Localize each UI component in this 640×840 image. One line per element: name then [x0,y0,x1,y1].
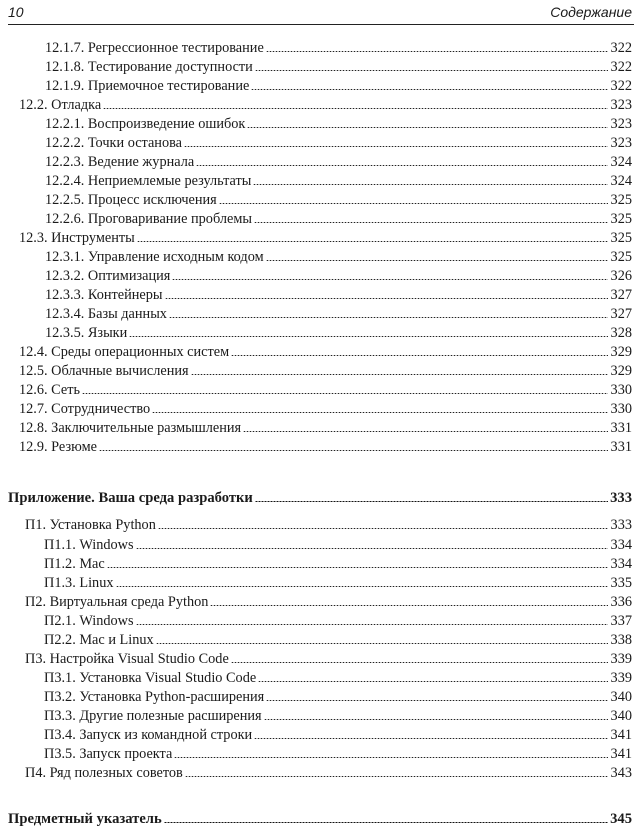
toc-entry[interactable]: 12.3.2. Оптимизация 326 [45,268,632,284]
toc-entry[interactable]: П2.2. Mac и Linux 338 [44,632,632,648]
toc-index-title[interactable]: Предметный указатель 345 [8,811,632,827]
toc-entry[interactable]: 12.4. Среды операционных систем 329 [19,344,632,360]
toc-entry[interactable]: П4. Ряд полезных советов 343 [25,765,632,781]
toc-entry[interactable]: П1.3. Linux 335 [44,575,632,591]
toc-entry[interactable]: П3.2. Установка Python-расширения 340 [44,689,632,705]
toc-entry[interactable]: П3. Настройка Visual Studio Code 339 [25,651,632,667]
toc-entry[interactable]: П3.4. Запуск из командной строки 341 [44,727,632,743]
toc-entry[interactable]: 12.1.8. Тестирование доступности 322 [45,59,632,75]
page-number: 10 [8,4,24,20]
toc-entry[interactable]: 12.1.7. Регрессионное тестирование 322 [45,40,632,56]
toc-entry[interactable]: П1.1. Windows 334 [44,537,632,553]
toc-entry[interactable]: П1.2. Mac 334 [44,556,632,572]
toc-entry[interactable]: П2.1. Windows 337 [44,613,632,629]
toc-entry[interactable]: 12.8. Заключительные размышления 331 [19,420,632,436]
toc-entry[interactable]: П3.3. Другие полезные расширения 340 [44,708,632,724]
toc-entry[interactable]: 12.3. Инструменты 325 [19,230,632,246]
toc-entry[interactable]: 12.7. Сотрудничество 330 [19,401,632,417]
toc-entry[interactable]: П2. Виртуальная среда Python 336 [25,594,632,610]
toc-entry[interactable]: 12.2.2. Точки останова 323 [45,135,632,151]
toc-entry[interactable]: 12.2. Отладка 323 [19,97,632,113]
toc-entry[interactable]: 12.2.6. Проговаривание проблемы 325 [45,211,632,227]
toc-entry[interactable]: 12.3.3. Контейнеры 327 [45,287,632,303]
toc-entry[interactable]: 12.3.1. Управление исходным кодом 325 [45,249,632,265]
toc-entry[interactable]: 12.2.4. Неприемлемые результаты 324 [45,173,632,189]
toc-entry[interactable]: 12.2.1. Воспроизведение ошибок 323 [45,116,632,132]
toc-entry[interactable]: П3.5. Запуск проекта 341 [44,746,632,762]
toc-entry[interactable]: 12.5. Облачные вычисления 329 [19,363,632,379]
toc-entry[interactable]: 12.9. Резюме 331 [19,439,632,455]
toc-entry[interactable]: 12.3.5. Языки 328 [45,325,632,341]
toc-appendix-title[interactable]: Приложение. Ваша среда разработки 333 [8,490,632,506]
toc-entry[interactable]: 12.3.4. Базы данных 327 [45,306,632,322]
toc-entry[interactable]: П1. Установка Python 333 [25,517,632,533]
toc-entry[interactable]: 12.2.3. Ведение журнала 324 [45,154,632,170]
toc-entry[interactable]: 12.1.9. Приемочное тестирование 322 [45,78,632,94]
toc-entry[interactable]: П3.1. Установка Visual Studio Code 339 [44,670,632,686]
toc-entry[interactable]: 12.6. Сеть 330 [19,382,632,398]
toc-entry[interactable]: 12.2.5. Процесс исключения 325 [45,192,632,208]
running-title: Содержание [550,4,632,20]
